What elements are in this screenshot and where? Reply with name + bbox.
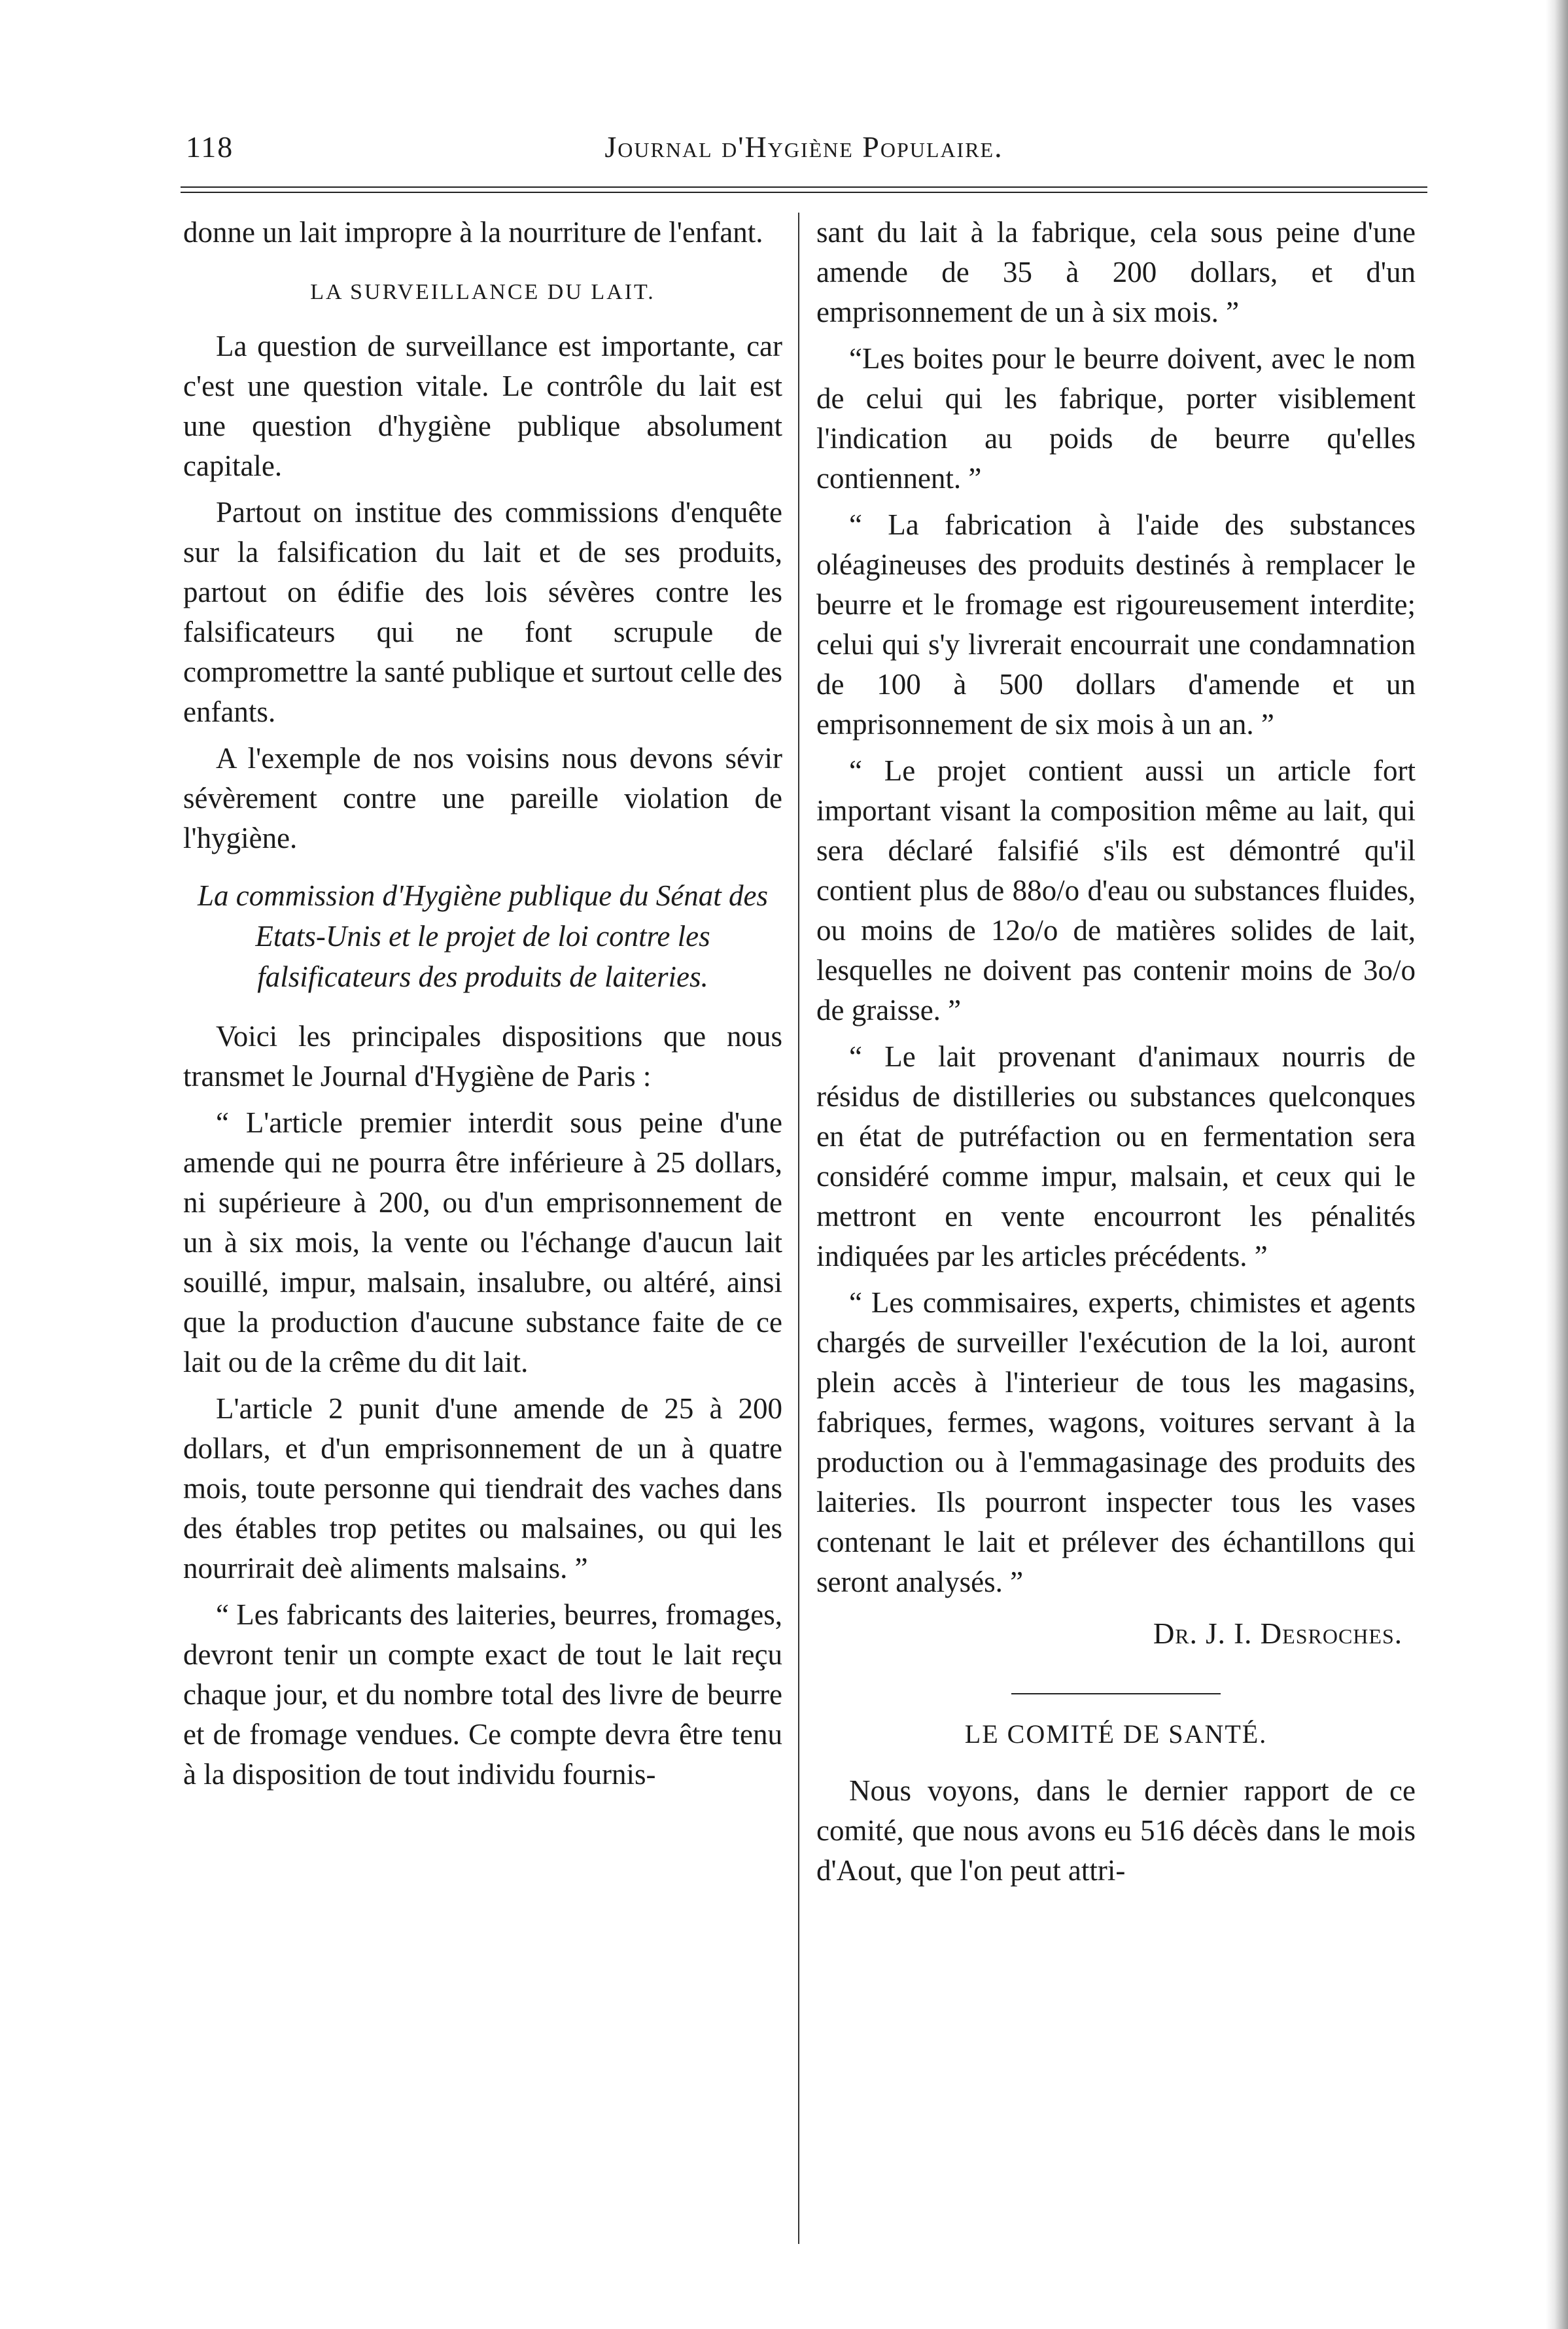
header-rule-top: [181, 186, 1427, 188]
text-columns: [177, 213, 1431, 2283]
paragraph: “ La fabrication à l'aide des substances oléagineuses des produits destinés à remplacer le beurre et le fromage est rigoureusement interdite; celui qui s'y livrerait encourrait une condamnation de 100 à 500 dollars d'amende et un emprisonnement de six mois à un an. ”: [816, 508, 1416, 741]
paragraph: L'article 2 punit d'une amende de 25 à 200 dollars, et d'un emprisonnement de un à quatre mois, toute personne qui tiendrait des vaches dans des étables trop petites ou malsaines, ou qui les nourrirait deè aliments malsains. ”: [183, 1392, 782, 1585]
column-divider: [798, 213, 799, 2244]
paragraph: donne un lait impropre à la nourriture de l'enfant.: [183, 216, 763, 249]
paragraph: “Les boites pour le beurre doivent, avec le nom de celui qui les fabrique, porter visiblement l'indication au poids de beurre qu'elles contiennent. ”: [816, 342, 1416, 495]
left-column: [183, 213, 782, 1801]
running-title: Journal d'Hygiène Populaire.: [604, 130, 1003, 164]
paragraph: La question de surveillance est importante, car c'est une question vitale. Le contrôle du lait est une question d'hygiène publique absolument capitale.: [183, 330, 782, 482]
italic-article-title: La commission d'Hygiène publique du Sénat des Etats-Unis et le projet de loi contre les falsificateurs des produits de laiteries.: [197, 879, 768, 993]
paragraph: “ Les fabricants des laiteries, beurres, fromages, devront tenir un compte exact de tout le lait reçu chaque jour, et du nombre total des livre de beurre et de fromage vendues. Ce compte devra être tenu à la disposition de tout individu fournis-: [183, 1598, 782, 1791]
scan-edge-shadow: [1546, 0, 1568, 2329]
section-heading-surveillance: LA SURVEILLANCE DU LAIT.: [310, 280, 655, 304]
page-header: [177, 124, 1431, 175]
paragraph: Voici les principales dispositions que nous transmet le Journal d'Hygiène de Paris :: [183, 1020, 782, 1093]
paragraph: “ L'article premier interdit sous peine d'une amende qui ne pourra être inférieure à 25 dollars, ni supérieure à 200, ou d'un emprisonnement de un à six mois, la vente ou l'échange d'aucun lait souillé, impur, malsain, insalubre, ou altéré, ainsi que la production d'aucune substance faite de ce lait ou de la crême du dit lait.: [183, 1106, 782, 1378]
paragraph: Partout on institue des commissions d'enquête sur la falsification du lait et de ses produits, partout on édifie des lois sévères contre les falsificateurs qui ne font scrupule de compromettre la santé publique et surtout celle des enfants.: [183, 496, 782, 728]
paragraph: “ Le lait provenant d'animaux nourris de résidus de distilleries ou substances quelconques en état de putréfaction ou en fermentation sera considéré comme impur, malsain, et ceux qui le mettront en vente encourront les pénalités indiquées par les articles précédents. ”: [816, 1040, 1416, 1272]
header-rule-bottom: [181, 192, 1427, 193]
section-rule: [1011, 1693, 1221, 1694]
page-number: 118: [186, 130, 234, 164]
paragraph: A l'exemple de nos voisins nous devons sévir sévèrement contre une pareille violation de l'hygiène.: [183, 742, 782, 854]
section-heading-comite: LE COMITÉ DE SANTÉ.: [964, 1719, 1268, 1749]
paragraph: Nous voyons, dans le dernier rapport de ce comité, que nous avons eu 516 décès dans le mois d'Aout, que l'on peut attri-: [816, 1774, 1416, 1887]
paragraph: sant du lait à la fabrique, cela sous peine d'une amende de 35 à 200 dollars, et d'un emprisonnement de un à six mois. ”: [816, 216, 1416, 328]
paragraph: “ Le projet contient aussi un article fort important visant la composition même au lait, qui sera déclaré falsifié s'ils est démontré qu'il contient plus de 88o/o d'eau ou substances fluides, ou moins de 12o/o de matières solides de lait, lesquelles ne doivent pas contenir moins de 3o/o de graisse. ”: [816, 754, 1416, 1026]
paragraph: “ Les commisaires, experts, chimistes et agents chargés de surveiller l'exécution de la loi, auront plein accès à l'interieur de tous les magasins, fabriques, fermes, wagons, voitures servant à la production ou à l'emmagasinage des produits des laiteries. Ils pourront inspecter tous les vases contenant le lait et prélever des échantillons qui seront analysés. ”: [816, 1286, 1416, 1598]
author-signature: Dr. J. I. Desroches.: [1153, 1617, 1402, 1650]
journal-page: [177, 124, 1431, 2283]
right-column: [816, 213, 1416, 1897]
